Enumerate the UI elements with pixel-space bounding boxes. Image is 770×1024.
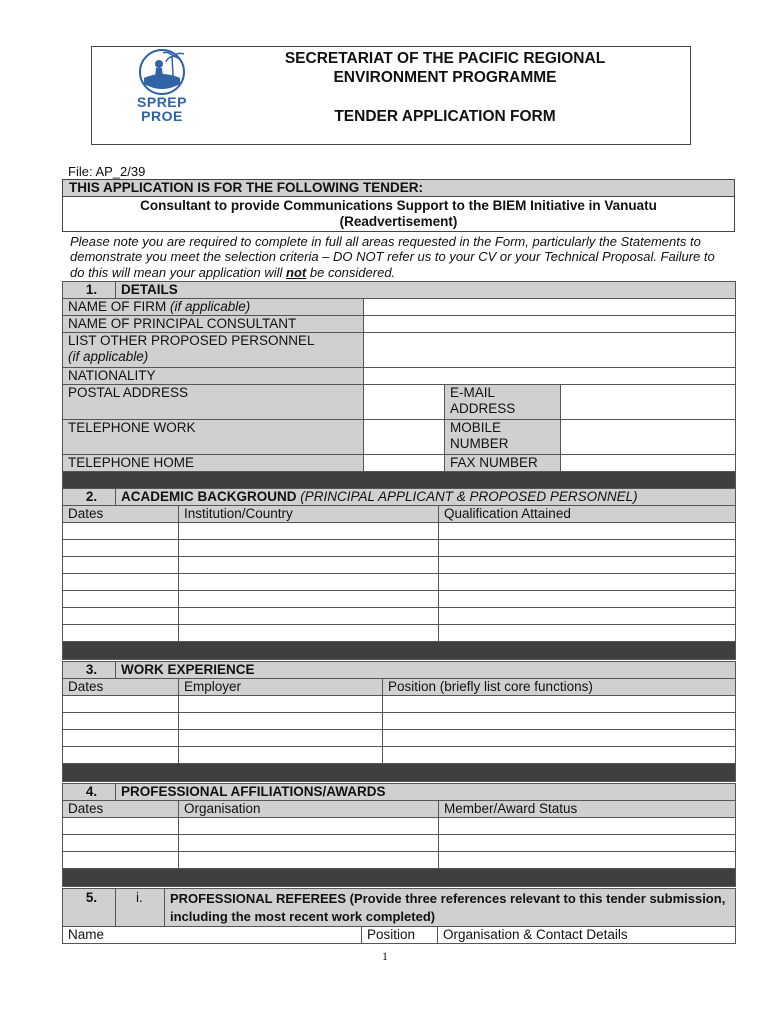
section-separator bbox=[63, 764, 736, 782]
column-header-position: Position bbox=[362, 927, 438, 944]
section-separator bbox=[63, 869, 736, 887]
column-header-position: Position (briefly list core functions) bbox=[383, 679, 736, 696]
firm-name-field[interactable] bbox=[364, 299, 736, 316]
form-title: TENDER APPLICATION FORM bbox=[334, 108, 556, 125]
telephone-home-label: TELEPHONE HOME bbox=[63, 455, 364, 472]
email-label: E-MAIL ADDRESS bbox=[445, 385, 561, 420]
mobile-label: MOBILE NUMBER bbox=[445, 420, 561, 455]
employer-cell[interactable] bbox=[179, 713, 383, 730]
affiliations-table bbox=[62, 783, 736, 887]
file-reference: File: AP_2/39 bbox=[68, 164, 146, 179]
dates-cell[interactable] bbox=[63, 835, 179, 852]
column-header-dates: Dates bbox=[63, 801, 179, 818]
position-cell[interactable] bbox=[383, 730, 736, 747]
tender-title-line2: (Readvertisement) bbox=[339, 214, 458, 229]
column-header-dates: Dates bbox=[63, 679, 179, 696]
table-row bbox=[63, 574, 736, 591]
table-row bbox=[63, 523, 736, 540]
mobile-field[interactable] bbox=[561, 420, 736, 455]
organisation-cell[interactable] bbox=[179, 835, 439, 852]
status-cell[interactable] bbox=[439, 852, 736, 869]
position-cell[interactable] bbox=[383, 747, 736, 764]
page-number: 1 bbox=[382, 949, 388, 963]
section-title: DETAILS bbox=[116, 282, 736, 299]
organisation-cell[interactable] bbox=[179, 852, 439, 869]
qualification-cell[interactable] bbox=[439, 591, 736, 608]
qualification-cell[interactable] bbox=[439, 608, 736, 625]
column-header-institution: Institution/Country bbox=[179, 506, 439, 523]
position-cell[interactable] bbox=[383, 696, 736, 713]
dates-cell[interactable] bbox=[63, 696, 179, 713]
work-experience-table bbox=[62, 661, 736, 782]
institution-cell[interactable] bbox=[179, 625, 439, 642]
dates-cell[interactable] bbox=[63, 713, 179, 730]
table-row bbox=[63, 818, 736, 835]
table-row bbox=[63, 557, 736, 574]
instructions-note bbox=[70, 234, 730, 280]
table-row bbox=[63, 835, 736, 852]
dates-cell[interactable] bbox=[63, 818, 179, 835]
table-row bbox=[63, 852, 736, 869]
table-row bbox=[63, 591, 736, 608]
fax-label: FAX NUMBER bbox=[445, 455, 561, 472]
dates-cell[interactable] bbox=[63, 730, 179, 747]
note-emphasis: not bbox=[286, 264, 307, 280]
employer-cell[interactable] bbox=[179, 747, 383, 764]
sprep-logo bbox=[130, 48, 194, 128]
institution-cell[interactable] bbox=[179, 540, 439, 557]
table-row bbox=[63, 730, 736, 747]
section-number: 3. bbox=[63, 662, 116, 679]
column-header-dates: Dates bbox=[63, 506, 179, 523]
dates-cell[interactable] bbox=[63, 747, 179, 764]
dates-cell[interactable] bbox=[63, 591, 179, 608]
employer-cell[interactable] bbox=[179, 730, 383, 747]
dates-cell[interactable] bbox=[63, 852, 179, 869]
other-personnel-field[interactable] bbox=[364, 333, 736, 368]
section-number: 4. bbox=[63, 784, 116, 801]
table-row bbox=[63, 625, 736, 642]
section-title: PROFESSIONAL REFEREES (Provide three references relevant to this tender submission, including the most recent work completed) bbox=[165, 889, 736, 927]
table-row bbox=[63, 696, 736, 713]
fax-field[interactable] bbox=[561, 455, 736, 472]
logo-emblem-icon bbox=[130, 48, 194, 98]
institution-cell[interactable] bbox=[179, 591, 439, 608]
telephone-home-field[interactable] bbox=[364, 455, 445, 472]
principal-consultant-label: NAME OF PRINCIPAL CONSULTANT bbox=[63, 316, 364, 333]
organisation-cell[interactable] bbox=[179, 818, 439, 835]
section-title: ACADEMIC BACKGROUND (PRINCIPAL APPLICANT & PROPOSED PERSONNEL) bbox=[116, 489, 736, 506]
dates-cell[interactable] bbox=[63, 608, 179, 625]
dates-cell[interactable] bbox=[63, 540, 179, 557]
details-table bbox=[62, 281, 736, 490]
dates-cell[interactable] bbox=[63, 523, 179, 540]
org-name-line1: SECRETARIAT OF THE PACIFIC REGIONAL bbox=[284, 50, 606, 67]
email-field[interactable] bbox=[561, 385, 736, 420]
section-subnumber: i. bbox=[116, 889, 165, 927]
note-text: Please note you are required to complete in full all areas requested in the Form, particularly the Statements to demonstrate you meet the selection criteria – DO NOT refer us to your CV or your Technical Proposal. Failure to do this will mean your application will bbox=[70, 234, 715, 280]
table-row bbox=[63, 540, 736, 557]
table-row bbox=[63, 747, 736, 764]
column-header-employer: Employer bbox=[179, 679, 383, 696]
table-row bbox=[63, 608, 736, 625]
section-title: WORK EXPERIENCE bbox=[116, 662, 736, 679]
column-header-name: Name bbox=[63, 927, 362, 944]
section-separator bbox=[63, 472, 736, 490]
tender-title-box bbox=[62, 196, 735, 232]
dates-cell[interactable] bbox=[63, 574, 179, 591]
section-separator bbox=[63, 642, 736, 660]
other-personnel-label: LIST OTHER PROPOSED PERSONNEL (if applicable) bbox=[63, 333, 364, 368]
institution-cell[interactable] bbox=[179, 574, 439, 591]
telephone-work-field[interactable] bbox=[364, 420, 445, 455]
academic-table bbox=[62, 488, 736, 660]
nationality-field[interactable] bbox=[364, 368, 736, 385]
status-cell[interactable] bbox=[439, 835, 736, 852]
principal-consultant-field[interactable] bbox=[364, 316, 736, 333]
section-number: 1. bbox=[63, 282, 116, 299]
table-row bbox=[63, 713, 736, 730]
qualification-cell[interactable] bbox=[439, 625, 736, 642]
referees-table bbox=[62, 888, 736, 944]
section-number: 2. bbox=[63, 489, 116, 506]
qualification-cell[interactable] bbox=[439, 523, 736, 540]
column-header-status: Member/Award Status bbox=[439, 801, 736, 818]
qualification-cell[interactable] bbox=[439, 574, 736, 591]
nationality-label: NATIONALITY bbox=[63, 368, 364, 385]
column-header-organisation-contact: Organisation & Contact Details bbox=[438, 927, 736, 944]
dates-cell[interactable] bbox=[63, 557, 179, 574]
status-cell[interactable] bbox=[439, 818, 736, 835]
logo-text-sprep: SPREP bbox=[137, 94, 187, 110]
qualification-cell[interactable] bbox=[439, 540, 736, 557]
postal-address-field[interactable] bbox=[364, 385, 445, 420]
telephone-work-label: TELEPHONE WORK bbox=[63, 420, 364, 455]
note-text-end: be considered. bbox=[306, 264, 396, 280]
dates-cell[interactable] bbox=[63, 625, 179, 642]
section-number: 5. bbox=[63, 889, 116, 927]
tender-title-line1: Consultant to provide Communications Support to the BIEM Initiative in Vanuatu bbox=[140, 198, 657, 213]
qualification-cell[interactable] bbox=[439, 557, 736, 574]
column-header-organisation: Organisation bbox=[179, 801, 439, 818]
position-cell[interactable] bbox=[383, 713, 736, 730]
institution-cell[interactable] bbox=[179, 557, 439, 574]
org-name-line2: ENVIRONMENT PROGRAMME bbox=[333, 69, 557, 86]
institution-cell[interactable] bbox=[179, 608, 439, 625]
column-header-qualification: Qualification Attained bbox=[439, 506, 736, 523]
section-title: PROFESSIONAL AFFILIATIONS/AWARDS bbox=[116, 784, 736, 801]
employer-cell[interactable] bbox=[179, 696, 383, 713]
logo-text-proe: PROE bbox=[141, 108, 183, 124]
institution-cell[interactable] bbox=[179, 523, 439, 540]
firm-name-label: NAME OF FIRM (if applicable) bbox=[63, 299, 364, 316]
tender-heading: THIS APPLICATION IS FOR THE FOLLOWING TENDER: bbox=[62, 179, 735, 197]
postal-address-label: POSTAL ADDRESS bbox=[63, 385, 364, 420]
